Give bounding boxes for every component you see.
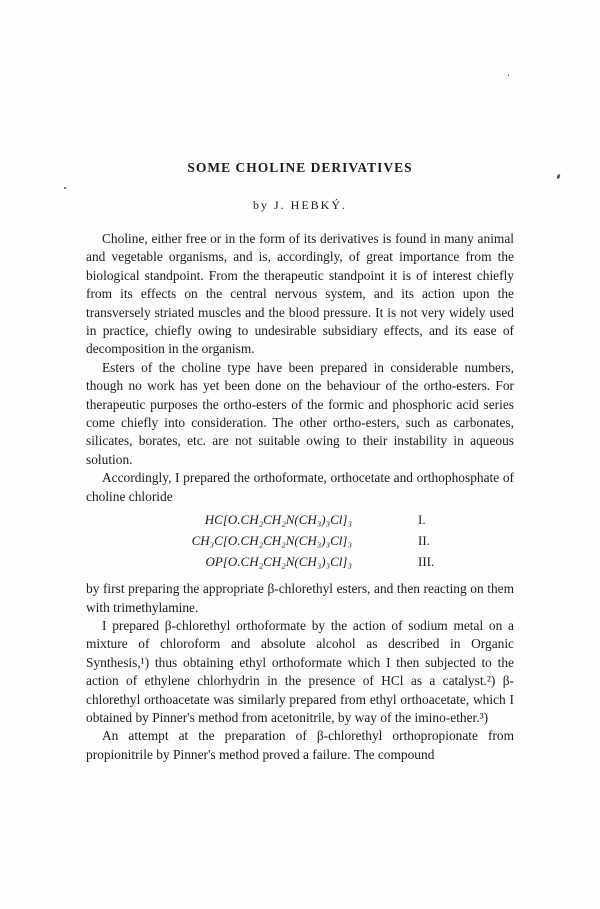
- scan-speck: [508, 74, 509, 76]
- formula-row: [86, 532, 514, 553]
- paragraph: Esters of the choline type have been prepared in considerable numbers, though no work has yet been done on the behaviour of the ortho-esters. For therapeutic purposes the ortho-esters of the formic and phosphoric acid series come chiefly into consideration. The other ortho-esters, such as carbonates, silicates, borates, etc. are not suitable owing to their instability in aqueous solution.: [86, 359, 514, 467]
- paper-title: SOME CHOLINE DERIVATIVES: [187, 160, 413, 175]
- formula-row: [86, 553, 514, 574]
- paragraph: I prepared β-chlorethyl orthoformate by the action of sodium metal on a mixture of chloroform and absolute alcohol as described in Organic Synthesis,¹) thus obtaining ethyl orthoformate which I then subjected to the action of ethylene chlorhydrin in the presence of HCl as a catalyst.²) β-chlorethyl orthoacetate was similarly prepared from ethyl orthoacetate, which I obtained by Pinner's method from acetonitrile, by way of the imino-ether.³): [86, 617, 514, 725]
- paragraph: Choline, either free or in the form of its derivatives is found in many animal and vegetable organisms, and is, accordingly, of great importance from the biological standpoint. From the therapeutic standpoint it is of interest chiefly from its effects on the central nervous system, and its action upon the transversely striated muscles and the blood pressure. It is not very widely used in practice, chiefly owing to undesirable subsidiary effects, and its ease of decomposition in the organism.: [86, 231, 514, 357]
- paper-body: [86, 230, 514, 764]
- paper-author: by J. HEBKÝ.: [252, 198, 347, 212]
- formula-number: II.: [418, 533, 430, 549]
- formula-number: I.: [418, 512, 426, 528]
- scan-speck: [64, 187, 66, 189]
- formula-expression: OP[O.CH₂CH₂N(CH₃)₃Cl]₃: [205, 554, 352, 570]
- formula-expression: HC[O.CH₂CH₂N(CH₃)₃Cl]₃: [204, 512, 352, 528]
- paragraph: An attempt at the preparation of β-chlorethyl orthopropionate from propionitrile by Pinner's method proved a failure. The compound: [86, 728, 514, 762]
- formula-block: [86, 511, 514, 574]
- formula-row: [86, 511, 514, 532]
- paragraph: Accordingly, I prepared the orthoformate, orthocetate and orthophosphate of choline chloride: [86, 470, 514, 504]
- paragraph: by first preparing the appropriate β-chlorethyl esters, and then reacting on them with trimethylamine.: [86, 581, 514, 615]
- formula-number: III.: [418, 554, 435, 570]
- formula-expression: CH₃C[O.CH₂CH₂N(CH₃)₃Cl]₃: [191, 533, 352, 549]
